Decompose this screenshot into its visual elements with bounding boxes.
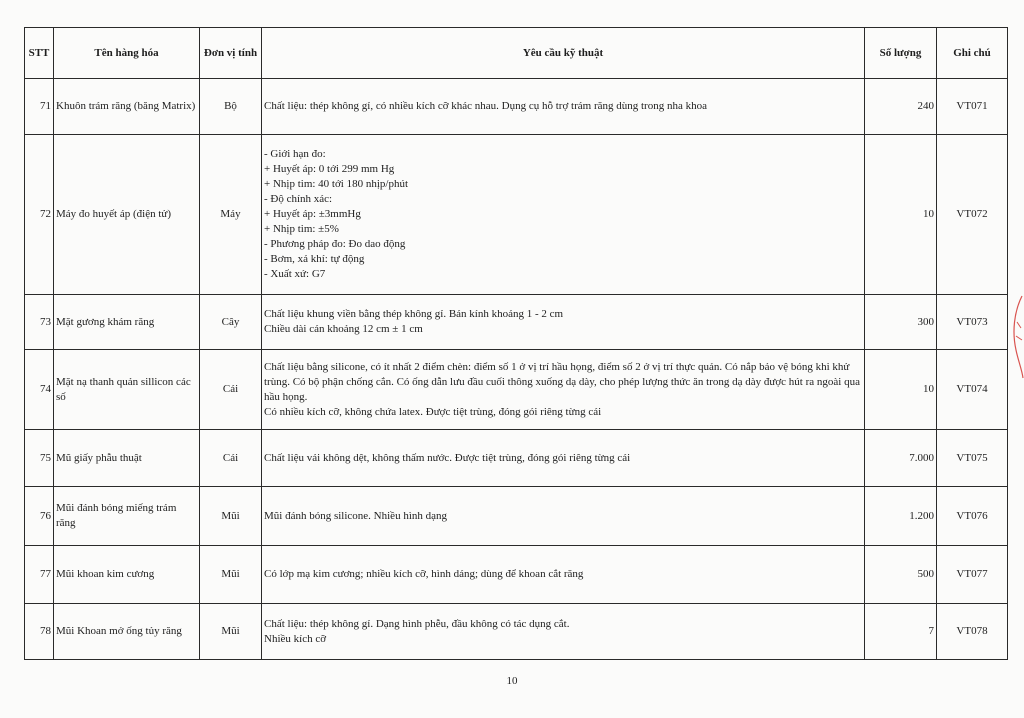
requirement-line: Chất liệu vải không dệt, không thấm nước. Được tiệt trùng, đóng gói riêng từng cái <box>264 451 631 464</box>
header-row <box>25 28 1008 79</box>
table-row <box>25 79 1008 135</box>
cell-quantity: 7 <box>865 604 937 660</box>
header-name: Tên hàng hóa <box>54 28 200 79</box>
cell-name: Khuôn trám răng (băng Matrix) <box>54 79 200 135</box>
table-row <box>25 295 1008 350</box>
cell-stt: 72 <box>25 135 54 295</box>
cell-unit: Cái <box>200 430 262 487</box>
cell-unit: Bộ <box>200 79 262 135</box>
cell-stt: 73 <box>25 295 54 350</box>
cell-quantity: 7.000 <box>865 430 937 487</box>
requirement-line: + Nhịp tim: 40 tới 180 nhịp/phút <box>264 178 409 190</box>
requirement-line: + Nhịp tim: ±5% <box>264 223 339 235</box>
requirement-line: Chất liệu: thép không gỉ, có nhiều kích cỡ khác nhau. Dụng cụ hỗ trợ trám răng dùng trong nha khoa <box>264 100 707 112</box>
cell-stt: 75 <box>25 430 54 487</box>
requirement-line: Chiều dài cán khoảng 12 cm ± 1 cm <box>264 323 423 335</box>
table-row <box>25 487 1008 546</box>
requirement-line: - Phương pháp đo: Đo dao động <box>264 238 406 250</box>
cell-quantity: 10 <box>865 350 937 430</box>
requirement-line: Có nhiều kích cỡ, không chứa latex. Được tiệt trùng, đóng gói riêng từng cái <box>264 405 602 418</box>
header-note: Ghi chú <box>937 28 1008 79</box>
cell-unit: Cái <box>200 350 262 430</box>
requirement-line: Chất liệu bằng silicone, có ít nhất 2 điểm chèn: điểm số 1 ở vị trí hầu họng, điểm số 2 ở vị trí thực quản. Có nắp bảo vệ bóng khi khử trùng. Có bộ phận chống cắn. Có ống dẫn lưu đầu cuối thông xuống dạ dày, cho phép lượng thức ăn trong dạ dày được hút ra ngoài qua hầu họng. <box>264 360 860 403</box>
cell-unit: Cây <box>200 295 262 350</box>
table-row <box>25 430 1008 487</box>
cell-stt: 78 <box>25 604 54 660</box>
cell-note: VT073 <box>937 295 1008 350</box>
cell-requirements <box>262 546 865 604</box>
header-unit: Đơn vị tính <box>200 28 262 79</box>
cell-note: VT077 <box>937 546 1008 604</box>
requirement-line: - Giới hạn đo: <box>264 148 326 160</box>
table-row <box>25 135 1008 295</box>
cell-name: Mũi Khoan mở ống tủy răng <box>54 604 200 660</box>
cell-unit: Mũi <box>200 546 262 604</box>
cell-name: Mũ giấy phẫu thuật <box>54 430 200 487</box>
cell-note: VT076 <box>937 487 1008 546</box>
cell-unit: Mũi <box>200 604 262 660</box>
requirement-line: + Huyết áp: 0 tới 299 mm Hg <box>264 163 395 175</box>
cell-name: Mũi khoan kim cương <box>54 546 200 604</box>
red-stamp-fragment <box>1008 292 1024 382</box>
cell-requirements <box>262 79 865 135</box>
requirement-line: Mũi đánh bóng silicone. Nhiều hình dạng <box>264 509 448 522</box>
requirement-line: - Độ chính xác: <box>264 193 333 205</box>
cell-stt: 77 <box>25 546 54 604</box>
cell-name: Mũi đánh bóng miếng trám răng <box>54 487 200 546</box>
cell-name: Mặt gương khám răng <box>54 295 200 350</box>
cell-stt: 74 <box>25 350 54 430</box>
requirement-line: Nhiều kích cỡ <box>264 632 327 645</box>
cell-name: Máy đo huyết áp (điện tử) <box>54 135 200 295</box>
cell-requirements <box>262 604 865 660</box>
header-stt: STT <box>25 28 54 79</box>
cell-note: VT071 <box>937 79 1008 135</box>
requirement-line: - Bơm, xả khí: tự động <box>264 253 365 265</box>
cell-requirements <box>262 135 865 295</box>
cell-quantity: 10 <box>865 135 937 295</box>
cell-stt: 71 <box>25 79 54 135</box>
requirement-line: Chất liệu: thép không gỉ. Dạng hình phễu, đầu không có tác dụng cắt. <box>264 617 570 630</box>
cell-note: VT072 <box>937 135 1008 295</box>
requirement-line: Chất liệu khung viền bằng thép không gỉ. Bán kính khoảng 1 - 2 cm <box>264 308 564 320</box>
header-requirements: Yêu cầu kỹ thuật <box>262 28 865 79</box>
requirement-line: - Xuất xứ: G7 <box>264 268 326 280</box>
cell-note: VT078 <box>937 604 1008 660</box>
cell-requirements <box>262 430 865 487</box>
requirement-line: Có lớp mạ kim cương; nhiều kích cỡ, hình dáng; dùng để khoan cắt răng <box>264 568 584 580</box>
equipment-table <box>24 27 1008 660</box>
table-row <box>25 350 1008 430</box>
cell-stt: 76 <box>25 487 54 546</box>
cell-quantity: 300 <box>865 295 937 350</box>
cell-quantity: 240 <box>865 79 937 135</box>
requirement-line: + Huyết áp: ±3mmHg <box>264 208 361 220</box>
cell-requirements <box>262 295 865 350</box>
cell-note: VT074 <box>937 350 1008 430</box>
table-row <box>25 546 1008 604</box>
cell-name: Mặt nạ thanh quản sillicon các số <box>54 350 200 430</box>
cell-quantity: 500 <box>865 546 937 604</box>
cell-quantity: 1.200 <box>865 487 937 546</box>
cell-requirements <box>262 350 865 430</box>
cell-requirements <box>262 487 865 546</box>
cell-unit: Mũi <box>200 487 262 546</box>
page-number: 10 <box>506 675 518 687</box>
cell-note: VT075 <box>937 430 1008 487</box>
table-row <box>25 604 1008 660</box>
header-quantity: Số lượng <box>865 28 937 79</box>
cell-unit: Máy <box>200 135 262 295</box>
